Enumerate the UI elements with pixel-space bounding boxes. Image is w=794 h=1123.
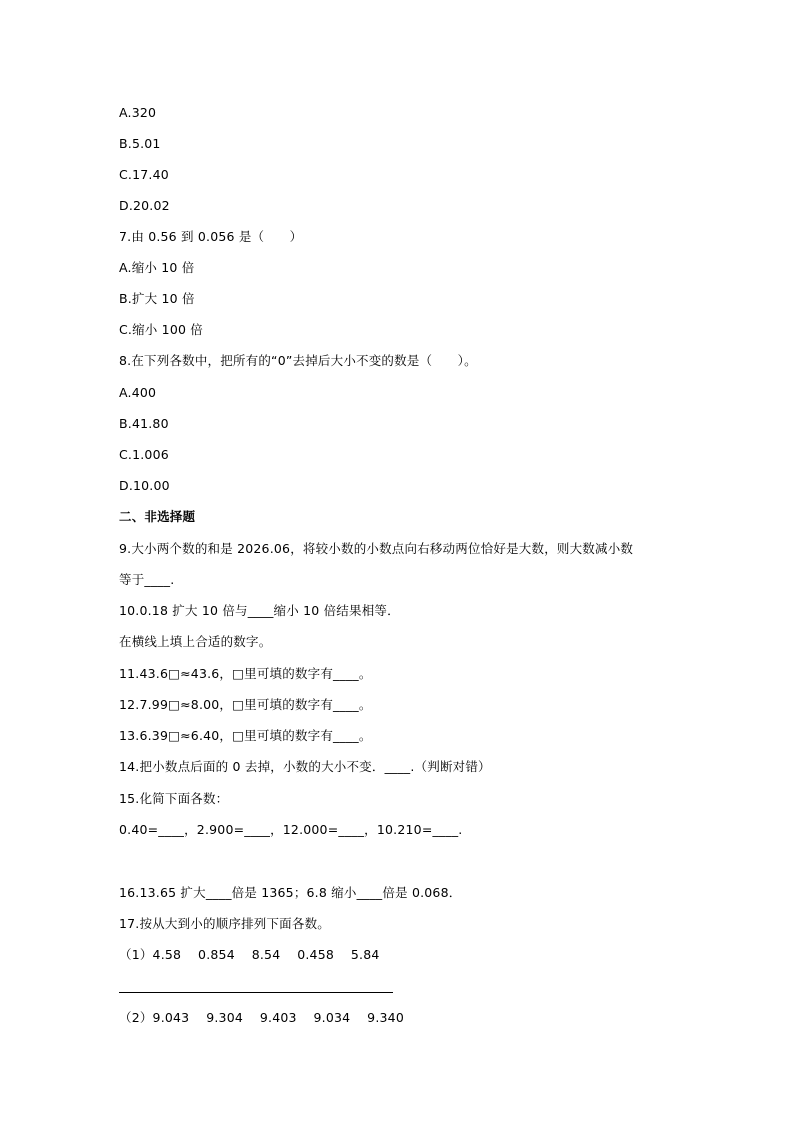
question-17-part-1: （1）4.58 0.854 8.54 0.458 5.84	[119, 947, 380, 962]
option-7c: C.缩小 100 倍	[119, 322, 204, 337]
question-12: 12.7.99□≈8.00，□里可填的数字有____。	[119, 697, 372, 712]
question-11: 11.43.6□≈43.6，□里可填的数字有____。	[119, 666, 372, 681]
option-6a: A.320	[119, 105, 157, 120]
question-7: 7.由 0.56 到 0.056 是（ ）	[119, 229, 303, 244]
option-6d: D.20.02	[119, 198, 170, 213]
option-8a: A.400	[119, 385, 157, 400]
question-13: 13.6.39□≈6.40，□里可填的数字有____。	[119, 728, 372, 743]
question-10: 10.0.18 扩大 10 倍与____缩小 10 倍结果相等．	[119, 603, 400, 618]
question-9-line-1: 9.大小两个数的和是 2026.06，将较小数的小数点向右移动两位恰好是大数，则大数减小数	[119, 541, 634, 556]
instruction-fill-digits: 在横线上填上合适的数字。	[119, 634, 272, 649]
section-heading: 二、非选择题	[119, 509, 196, 524]
option-6c: C.17.40	[119, 167, 169, 182]
question-16: 16.13.65 扩大____倍是 1365；6.8 缩小____倍是 0.068．	[119, 885, 462, 900]
option-8d: D.10.00	[119, 478, 170, 493]
option-7a: A.缩小 10 倍	[119, 260, 195, 275]
question-17-part-2: （2）9.043 9.304 9.403 9.034 9.340	[119, 1010, 404, 1025]
question-8: 8.在下列各数中，把所有的“0”去掉后大小不变的数是（ ）。	[119, 353, 477, 368]
question-14: 14.把小数点后面的 0 去掉，小数的大小不变．____.（判断对错）	[119, 759, 491, 774]
question-15: 15.化简下面各数：	[119, 791, 229, 806]
answer-line	[119, 992, 393, 993]
question-17: 17.按从大到小的顺序排列下面各数。	[119, 916, 330, 931]
option-7b: B.扩大 10 倍	[119, 291, 195, 306]
option-6b: B.5.01	[119, 136, 161, 151]
option-8c: C.1.006	[119, 447, 169, 462]
question-15-items: 0.40=____，2.900=____，12.000=____，10.210=____.	[119, 822, 463, 837]
question-9-line-2: 等于____.	[119, 572, 175, 587]
option-8b: B.41.80	[119, 416, 169, 431]
